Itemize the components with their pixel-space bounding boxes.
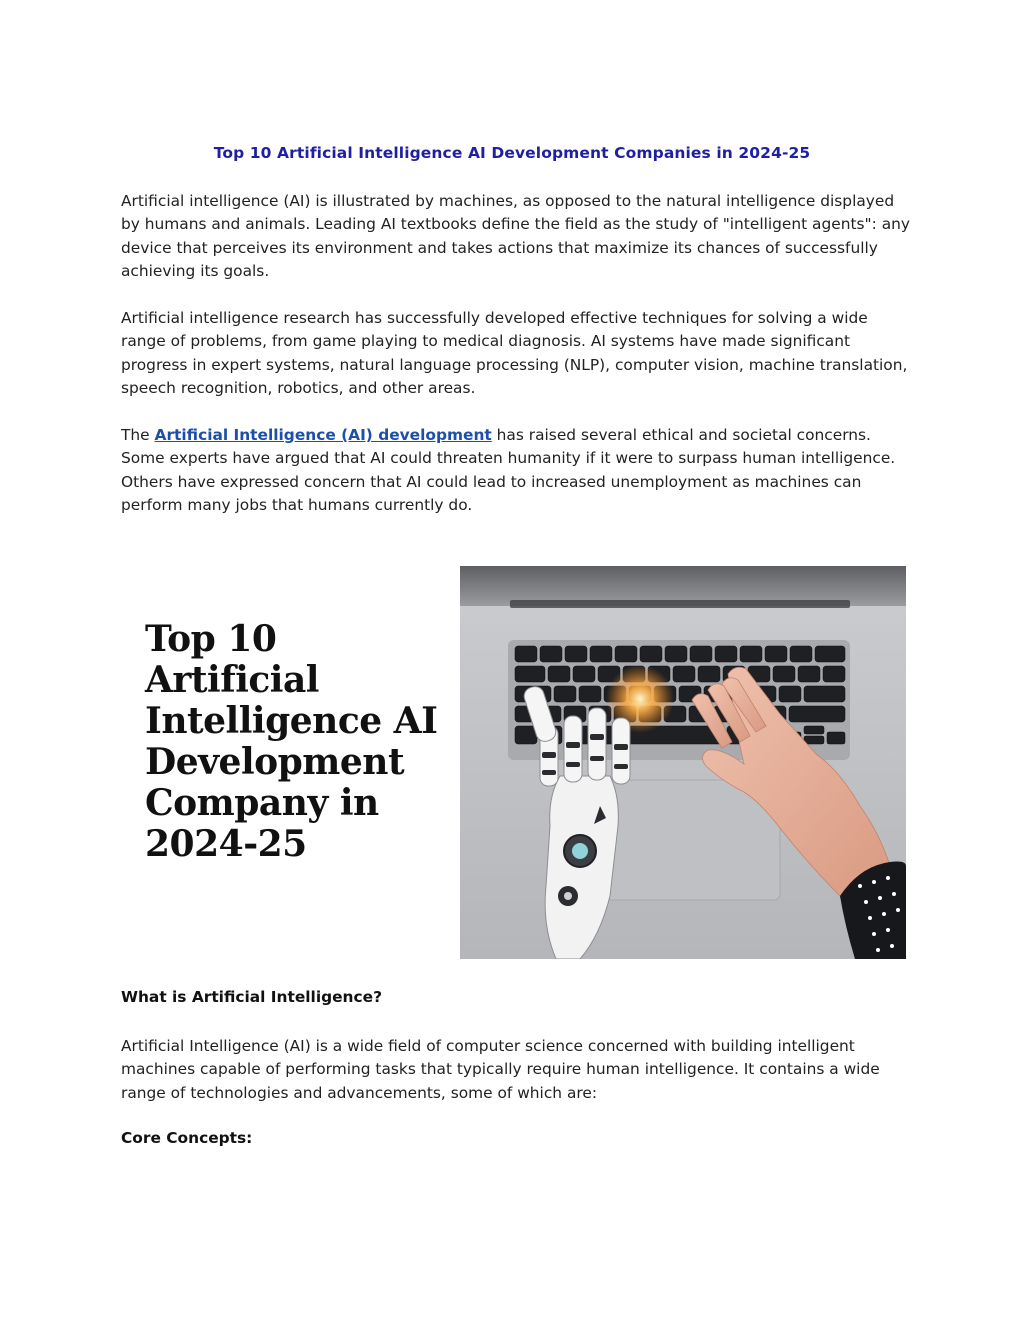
banner-line: Top 10: [145, 618, 277, 660]
laptop-robot-hand-photo: [460, 566, 906, 959]
banner-line: Intelligence AI: [145, 700, 438, 742]
banner-line: Development: [145, 741, 405, 783]
section-paragraph: Artificial Intelligence (AI) is a wide field of computer science concerned with building intelligent machines capable of performing tasks that typically require human intelligence. It contains a wide range of technologies and advancements, some of which are:: [121, 1037, 880, 1102]
paragraph-3-rest: has raised several ethical and societal concerns. Some experts have argued that AI could threaten humanity if it were to surpass human intelligence. Others have expressed concern that AI could lead to increased unemployment as machines can perform many jobs that humans currently do.: [121, 426, 896, 514]
intro-paragraph-3: [121, 424, 911, 517]
paragraph-3-lead: The: [121, 426, 155, 444]
core-concepts-heading: Core Concepts:: [121, 1129, 253, 1147]
section-heading: What is Artificial Intelligence?: [121, 988, 382, 1006]
banner-line: Company in: [145, 782, 379, 824]
banner-line: 2024-25: [145, 823, 307, 865]
page-title: Top 10 Artificial Intelligence AI Development Companies in 2024-25: [213, 144, 811, 162]
intro-paragraph-1: Artificial intelligence (AI) is illustrated by machines, as opposed to the natural intelligence displayed by humans and animals. Leading AI textbooks define the field as the study of "intelligent agents": any device that perceives its environment and takes actions that maximize its chances of successfully achieving its goals.: [121, 192, 910, 280]
banner-figure: [121, 566, 906, 959]
banner-heading: [145, 619, 465, 865]
banner-line: Artificial: [145, 659, 319, 701]
intro-paragraph-2: Artificial intelligence research has successfully developed effective techniques for solving a wide range of problems, from game playing to medical diagnosis. AI systems have made significant progress in expert systems, natural language processing (NLP), computer vision, machine translation, speech recognition, robotics, and other areas.: [121, 309, 908, 397]
ai-development-link[interactable]: Artificial Intelligence (AI) development: [154, 426, 492, 444]
